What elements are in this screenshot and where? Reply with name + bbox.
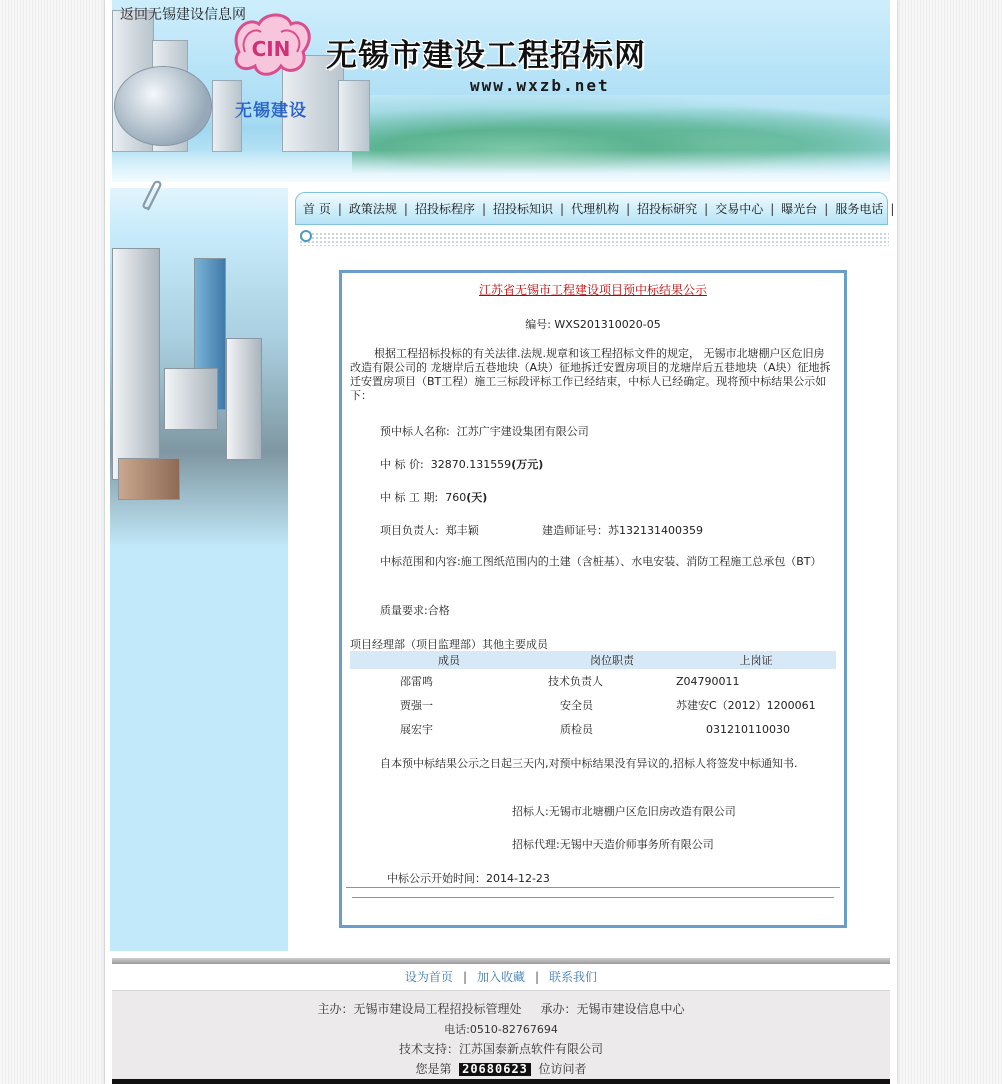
table-row: [350, 717, 836, 741]
scope-row: [350, 555, 834, 569]
nav-item-agencies[interactable]: 代理机构: [571, 202, 620, 216]
member-role: 安全员: [560, 699, 593, 712]
visitor-suffix: 位访问者: [538, 1062, 587, 1076]
back-to-info-site-link[interactable]: 返回无锡建设信息网: [120, 6, 246, 22]
period-unit: (天): [466, 491, 488, 504]
quality-value: 合格: [427, 604, 450, 617]
price-row: [380, 456, 543, 472]
left-decorative-column: [110, 188, 288, 951]
nav-separator: |: [890, 201, 895, 216]
winner-value: 江苏广宇建设集团有限公司: [456, 425, 589, 438]
notice-intro: 根据工程招标投标的有关法律.法规.规章和该工程招标文件的规定， 无锡市北塘棚户区危旧房改造有限公司的 龙塘岸后五巷地块（A块）征地拆迁安置房项目的龙塘岸后五巷地块（A块）征地拆迁安置房项目（BT工程）施工三标段评标工作已经结束，中标人已经确定。现将预中标结果公示如下：: [350, 347, 831, 402]
site-url: www.wxzb.net: [470, 76, 610, 95]
period-value: 760: [445, 491, 467, 504]
page-wrapper: [105, 0, 897, 1084]
banner-dome: [114, 66, 212, 146]
member-name: 展宏宇: [400, 723, 433, 736]
quality-row: [380, 602, 450, 618]
manager-row: [380, 522, 479, 538]
price-label: 中 标 价:: [380, 458, 424, 471]
member-role: 质检员: [560, 723, 593, 736]
logo-caption: 无锡建设: [235, 101, 307, 121]
nav-separator: |: [337, 201, 342, 216]
divider: [352, 897, 834, 898]
footer-undertake: 承办：无锡市建设信息中心: [540, 1002, 685, 1016]
footer-divider-bar: [112, 958, 890, 964]
cert-row: [542, 522, 703, 538]
nav-separator: |: [824, 201, 829, 216]
banner-building: [338, 80, 370, 152]
period-row: [380, 489, 487, 505]
winner-row: [380, 423, 589, 439]
nav-separator: |: [704, 201, 709, 216]
nav-separator: |: [770, 201, 775, 216]
members-title: 项目经理部（项目监理部）其他主要成员: [350, 638, 548, 651]
publicity-start-value: 2014-12-23: [486, 872, 550, 885]
notice-serial: 编号: WXS201310020-05: [525, 318, 661, 331]
nav-separator: |: [626, 201, 631, 216]
nav-item-home[interactable]: 首 页: [303, 202, 331, 216]
nav-item-trading-center[interactable]: 交易中心: [715, 202, 764, 216]
member-name: 贾强一: [400, 699, 433, 712]
nav-item-policy[interactable]: 政策法规: [348, 202, 397, 216]
notice-box: [339, 270, 847, 928]
nav-separator: |: [560, 201, 565, 216]
set-homepage-link[interactable]: 设为首页: [404, 970, 453, 984]
member-cert: 031210110030: [706, 722, 790, 736]
nav-item-research[interactable]: 招投标研究: [637, 202, 698, 216]
table-row: [350, 669, 836, 693]
nav-item-knowledge[interactable]: 招投标知识: [493, 202, 554, 216]
member-name: 邵雷鸣: [400, 675, 433, 688]
closing-statement: 自本预中标结果公示之日起三天内,对预中标结果没有异议的,招标人将签发中标通知书.: [380, 757, 798, 770]
footer-links: [112, 968, 890, 985]
footer-host: 主办：无锡市建设局工程招投标管理处: [317, 1002, 522, 1016]
manager-label: 项目负责人:: [380, 524, 439, 537]
visitor-counter: 20680623: [459, 1063, 531, 1076]
svg-text:CIN: CIN: [251, 37, 291, 61]
tender-agent: 招标代理:无锡中天造价师事务所有限公司: [512, 838, 714, 851]
footer-link-separator: |: [535, 970, 540, 984]
add-favorite-link[interactable]: 加入收藏: [476, 970, 525, 984]
nav-separator: |: [481, 201, 486, 216]
member-cert: 苏建安C（2012）1200061: [676, 699, 816, 712]
price-unit: (万元): [511, 458, 544, 471]
paperclip-icon: [140, 180, 166, 214]
left-building: [226, 338, 262, 460]
header-banner: [112, 0, 890, 182]
site-title: 无锡市建设工程招标网: [326, 38, 646, 74]
footer-phone: 电话:0510-82767694: [444, 1023, 558, 1036]
scope-value: 施工图纸范围内的土建（含桩基）、水电安装、消防工程施工总承包（BT）: [460, 555, 822, 568]
left-building: [118, 458, 180, 500]
cin-logo-icon: [229, 12, 313, 78]
footer-link-separator: |: [462, 970, 467, 984]
manager-value: 郑丰颖: [445, 524, 479, 537]
nav-separator: |: [403, 201, 408, 216]
period-label: 中 标 工 期:: [380, 491, 439, 504]
price-value: 32870.131559: [430, 458, 512, 471]
left-building: [112, 248, 160, 480]
footer-info: [112, 990, 890, 1081]
divider: [346, 887, 840, 888]
member-cert: Z04790011: [676, 674, 740, 688]
footer-bottom-bar: [112, 1079, 890, 1084]
winner-label: 预中标人名称:: [380, 425, 450, 438]
tenderer: 招标人:无锡市北塘棚户区危旧房改造有限公司: [512, 805, 736, 818]
nav-dotted-divider: [299, 232, 889, 246]
main-nav: [295, 192, 895, 225]
cert-label: 建造师证号：: [542, 524, 608, 537]
visitor-prefix: 您是第: [415, 1062, 452, 1076]
footer-host-row: [112, 1000, 890, 1017]
banner-wave: [112, 150, 890, 182]
footer-support: 技术支持：江苏国泰新点软件有限公司: [398, 1042, 603, 1056]
notice-title-link[interactable]: 江苏省无锡市工程建设项目预中标结果公示: [478, 283, 707, 297]
scope-label: 中标范围和内容:: [380, 555, 461, 568]
left-building: [164, 368, 218, 430]
contact-us-link[interactable]: 联系我们: [549, 970, 598, 984]
footer-visitor-row: [112, 1060, 890, 1077]
member-role: 技术负责人: [548, 675, 603, 688]
members-header-row: [350, 651, 836, 669]
nav-item-service-phone[interactable]: 服务电话: [835, 202, 884, 216]
table-row: [350, 693, 836, 717]
members-header-cert: 上岗证: [676, 651, 836, 669]
nav-item-procedure[interactable]: 招投标程序: [414, 202, 475, 216]
members-table: [350, 651, 836, 741]
members-header-role: 岗位职责: [548, 651, 676, 669]
quality-label: 质量要求:: [380, 604, 428, 617]
bullet-circle-icon: [300, 230, 312, 242]
cert-value: 苏132131400359: [608, 524, 703, 537]
publicity-start-row: [387, 870, 550, 886]
members-header-name: 成员: [350, 651, 548, 669]
nav-item-exposure[interactable]: 曝光台: [781, 202, 818, 216]
publicity-start-label: 中标公示开始时间：: [387, 872, 486, 885]
